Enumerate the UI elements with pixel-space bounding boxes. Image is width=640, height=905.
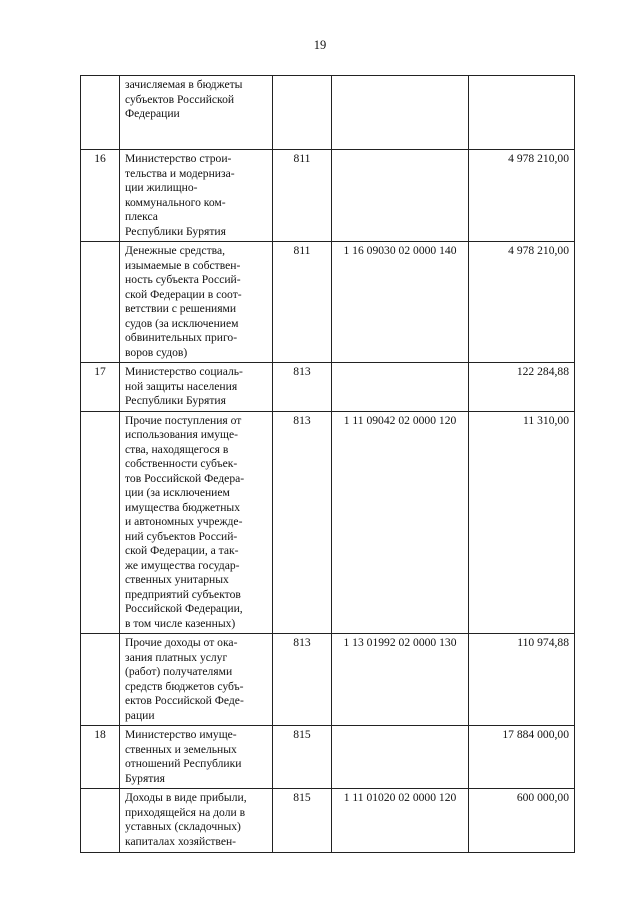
revenue-name [120,726,273,789]
revenue-name [120,242,273,363]
budget-classification-code [332,363,469,412]
amount: 11 310,00 [469,411,575,634]
revenue-name-line: зания платных услуг [125,650,228,664]
revenue-name-line: Республики Бурятия [125,224,226,238]
revenue-name-line: ветствии с решениями [125,302,237,315]
revenue-name-line: уставных (складочных) [125,820,241,833]
revenue-name-line: ственных и земельных [125,742,237,756]
row-number: 18 [81,726,120,789]
revenue-name-line: Бурятия [125,771,165,785]
table-row [81,789,575,853]
revenue-name [120,76,273,150]
revenue-name-line: ства, находящегося в [125,442,229,456]
row-number [81,411,120,634]
revenue-name-line: тельства и модерниза- [125,166,235,180]
budget-classification-code [332,150,469,242]
amount: 17 884 000,00 [469,726,575,789]
revenue-name-line: использования имуще- [125,428,238,441]
revenue-name-line: плекса [125,210,158,223]
amount [469,76,575,150]
table-body [81,76,575,853]
revenue-name-line: Прочие поступления от [125,413,242,427]
budget-classification-code: 1 11 09042 02 0000 120 [332,411,469,634]
revenue-name-line: собственности субъек- [125,457,238,470]
revenue-name-line: изымаемые в собствен- [125,258,241,272]
revenue-name-line: воров судов) [125,345,188,359]
table-row [81,726,575,789]
row-number [81,76,120,150]
table-row [81,150,575,242]
revenue-name-line: ской Федерации, а так- [125,544,239,557]
revenue-name-line: (работ) получателями [125,665,233,678]
revenue-name-line: Министерство социаль- [125,365,243,378]
budget-classification-code: 1 11 01020 02 0000 120 [332,789,469,853]
revenue-name-line: ции (за исключением [125,486,230,499]
revenue-name-line: ственных унитарных [125,573,229,586]
revenue-name-line: Министерство имуще- [125,728,237,741]
revenue-name-line: средств бюджетов субъ- [125,679,244,693]
administrator-code: 815 [273,789,332,853]
revenue-name-line: приходящейся на доли в [125,805,246,819]
row-number [81,634,120,726]
amount: 4 978 210,00 [469,242,575,363]
revenue-name-line: Министерство строи- [125,152,232,165]
revenue-name-line: отношений Республики [125,757,242,770]
budget-classification-code: 1 13 01992 02 0000 130 [332,634,469,726]
revenue-name-line: имущества бюджетных [125,500,241,514]
revenue-name-line: тов Российской Федера- [125,471,245,485]
revenue-name-line: ность субъекта Россий- [125,273,241,286]
revenue-name-line: Республики Бурятия [125,394,226,407]
amount: 122 284,88 [469,363,575,412]
administrator-code: 813 [273,634,332,726]
revenue-name-line: коммунального ком- [125,195,226,209]
row-number: 17 [81,363,120,412]
revenue-name-line: рации [125,708,155,722]
administrator-code: 811 [273,150,332,242]
row-number [81,789,120,853]
table-row [81,242,575,363]
revenue-name-line: субъектов Российской [125,92,235,106]
revenue-name-line: ции жилищно- [125,181,198,194]
revenue-name-line: обвинительных приго- [125,331,238,344]
revenue-name-line: и автономных учрежде- [125,515,243,528]
revenue-name-line: Прочие доходы от ока- [125,636,238,649]
revenue-name-line: зачисляемая в бюджеты [125,78,243,91]
revenue-name-line: ектов Российской Феде- [125,694,244,707]
amount: 110 974,88 [469,634,575,726]
budget-classification-code: 1 16 09030 02 0000 140 [332,242,469,363]
revenue-name-line: предприятий субъектов [125,587,241,601]
amount: 600 000,00 [469,789,575,853]
revenue-name [120,150,273,242]
table-row [81,76,575,150]
table-row [81,363,575,412]
administrator-code: 811 [273,242,332,363]
administrator-code: 813 [273,363,332,412]
table-row [81,634,575,726]
revenue-name-line: Российской Федерации, [125,602,243,615]
revenue-name-line: ний субъектов Россий- [125,529,238,543]
revenue-name-line: в том числе казенных) [125,616,236,630]
row-number: 16 [81,150,120,242]
row-number [81,242,120,363]
revenue-name [120,411,273,634]
administrator-code: 813 [273,411,332,634]
revenue-name [120,634,273,726]
revenue-name-line: Доходы в виде прибыли, [125,791,247,804]
page-number: 19 [313,38,327,52]
administrator-code [273,76,332,150]
revenue-name-line: Федерации [125,107,180,120]
administrator-code: 815 [273,726,332,789]
budget-classification-code [332,726,469,789]
revenue-name-line: ной защиты населения [125,379,238,393]
revenue-name [120,363,273,412]
revenue-name-line: судов (за исключением [125,316,239,330]
budget-classification-code [332,76,469,150]
revenue-name-line: капиталах хозяйствен- [125,834,237,848]
revenue-name [120,789,273,853]
revenue-name-line: ской Федерации в соот- [125,287,242,301]
amount: 4 978 210,00 [469,150,575,242]
table-row [81,411,575,634]
revenue-name-line: Денежные средства, [125,244,226,257]
revenue-table [80,75,575,853]
revenue-name-line: же имущества государ- [125,558,240,572]
